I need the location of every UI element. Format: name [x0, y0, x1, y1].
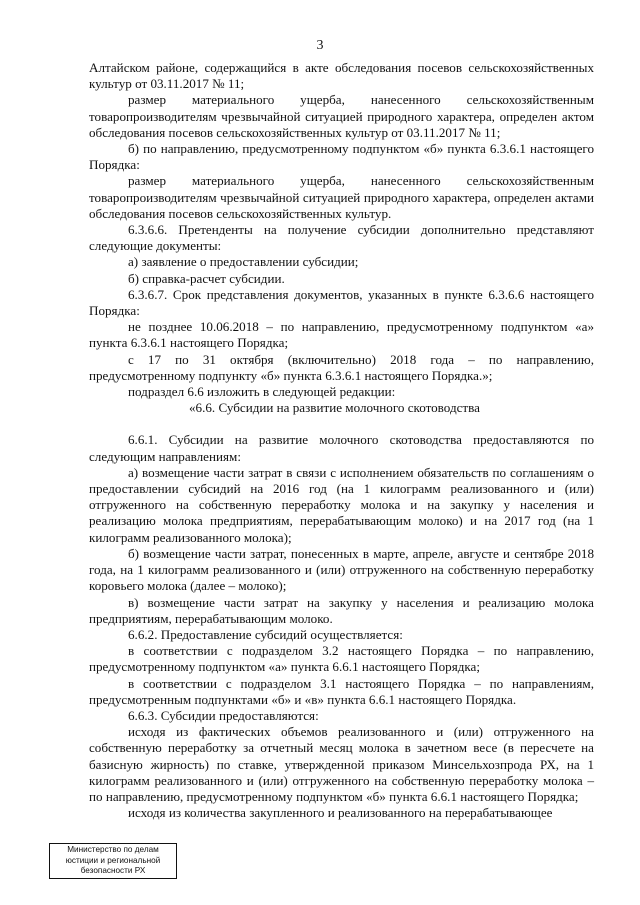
paragraph: не позднее 10.06.2018 – по направлению, предусмотренному подпунктом «а» пункта 6.3.6.1 настоящего Порядка; — [89, 319, 594, 351]
paragraph: а) возмещение части затрат в связи с исполнением обязательств по соглашениям о предоставлении субсидий на 2016 год (на 1 килограмм реализованного и (или) отгруженного на собственную переработку молока и на закупку у населения и реализацию молока предприятиям, перерабатывающим молоко) и на 2017 год (на 1 килограмм реализованного молока); — [89, 464, 594, 545]
paragraph: а) заявление о предоставлении субсидии; — [128, 254, 359, 270]
stamp-line: безопасности РХ — [80, 866, 146, 875]
paragraph: б) возмещение части затрат, понесенных в марте, апреле, августе и сентябре 2018 года, на 1 килограмм реализованного и (или) отгруженного на собственную переработку коровьего молока (далее – молоко); — [89, 545, 594, 594]
paragraph: размер материального ущерба, нанесенного сельскохозяйственным товаропроизводителям чрезвычайной ситуацией природного характера, определен актами обследования посевов сельскохозяйственных культур. — [89, 173, 594, 221]
paragraph: 6.6.1. Субсидии на развитие молочного скотоводства предоставляются по следующим направлениям: — [89, 432, 594, 464]
paragraph: в соответствии с подразделом 3.2 настоящего Порядка – по направлению, предусмотренному подпунктом «а» пункта 6.6.1 настоящего Порядка; — [89, 643, 594, 675]
paragraph: в) возмещение части затрат на закупку у населения и реализацию молока предприятиям, перерабатывающим молоко. — [89, 594, 594, 626]
paragraph: размер материального ущерба, нанесенного сельскохозяйственным товаропроизводителям чрезвычайной ситуацией природного характера, определен актом обследования посевов сельскохозяйственных культур от 03.11.2017 № 11; — [89, 92, 594, 140]
document-body — [89, 60, 594, 821]
paragraph: 6.3.6.6. Претенденты на получение субсидии дополнительно представляют следующие документы: — [89, 222, 594, 254]
paragraph: 6.6.2. Предоставление субсидий осуществляется: — [128, 626, 403, 642]
ministry-stamp — [49, 843, 177, 879]
section-heading: «6.6. Субсидии на развитие молочного скотоводства — [189, 400, 480, 416]
paragraph: 6.3.6.7. Срок представления документов, указанных в пункте 6.3.6.6 настоящего Порядка: — [89, 286, 594, 319]
paragraph: исходя из фактических объемов реализованного и (или) отгруженного на собственную переработку за отчетный месяц молока в зачетном весе (в пересчете на базисную жирность) по ставке, утвержденной приказом Минсельхозпрода РХ, на 1 килограмм реализованного и (или) отгруженного на собственную переработку молока – по направлению, предусмотренному подпунктом «б» пункта 6.6.1 настоящего Порядка; — [89, 724, 594, 804]
paragraph: б) справка-расчет субсидии. — [128, 270, 285, 286]
page-number: 3 — [316, 38, 324, 53]
stamp-line: Министерство по делам — [67, 845, 159, 854]
paragraph: Алтайском районе, содержащийся в акте обследования посевов сельскохозяйственных культур от 03.11.2017 № 11; — [89, 60, 594, 92]
paragraph: 6.6.3. Субсидии предоставляются: — [128, 707, 319, 723]
paragraph: с 17 по 31 октября (включительно) 2018 года – по направлению, предусмотренному подпункту «б» пункта 6.3.6.1 настоящего Порядка.»; — [89, 351, 594, 383]
paragraph: исходя из количества закупленного и реализованного на перерабатывающее — [128, 805, 553, 821]
stamp-line: юстиции и региональной — [65, 855, 161, 865]
paragraph: в соответствии с подразделом 3.1 настоящего Порядка – по направлениям, предусмотренным подпунктами «б» и «в» пункта 6.6.1 настоящего Порядка. — [89, 675, 594, 707]
paragraph: б) по направлению, предусмотренному подпунктом «б» пункта 6.3.6.1 настоящего Порядка: — [89, 141, 594, 173]
paragraph: подраздел 6.6 изложить в следующей редакции: — [128, 384, 396, 400]
